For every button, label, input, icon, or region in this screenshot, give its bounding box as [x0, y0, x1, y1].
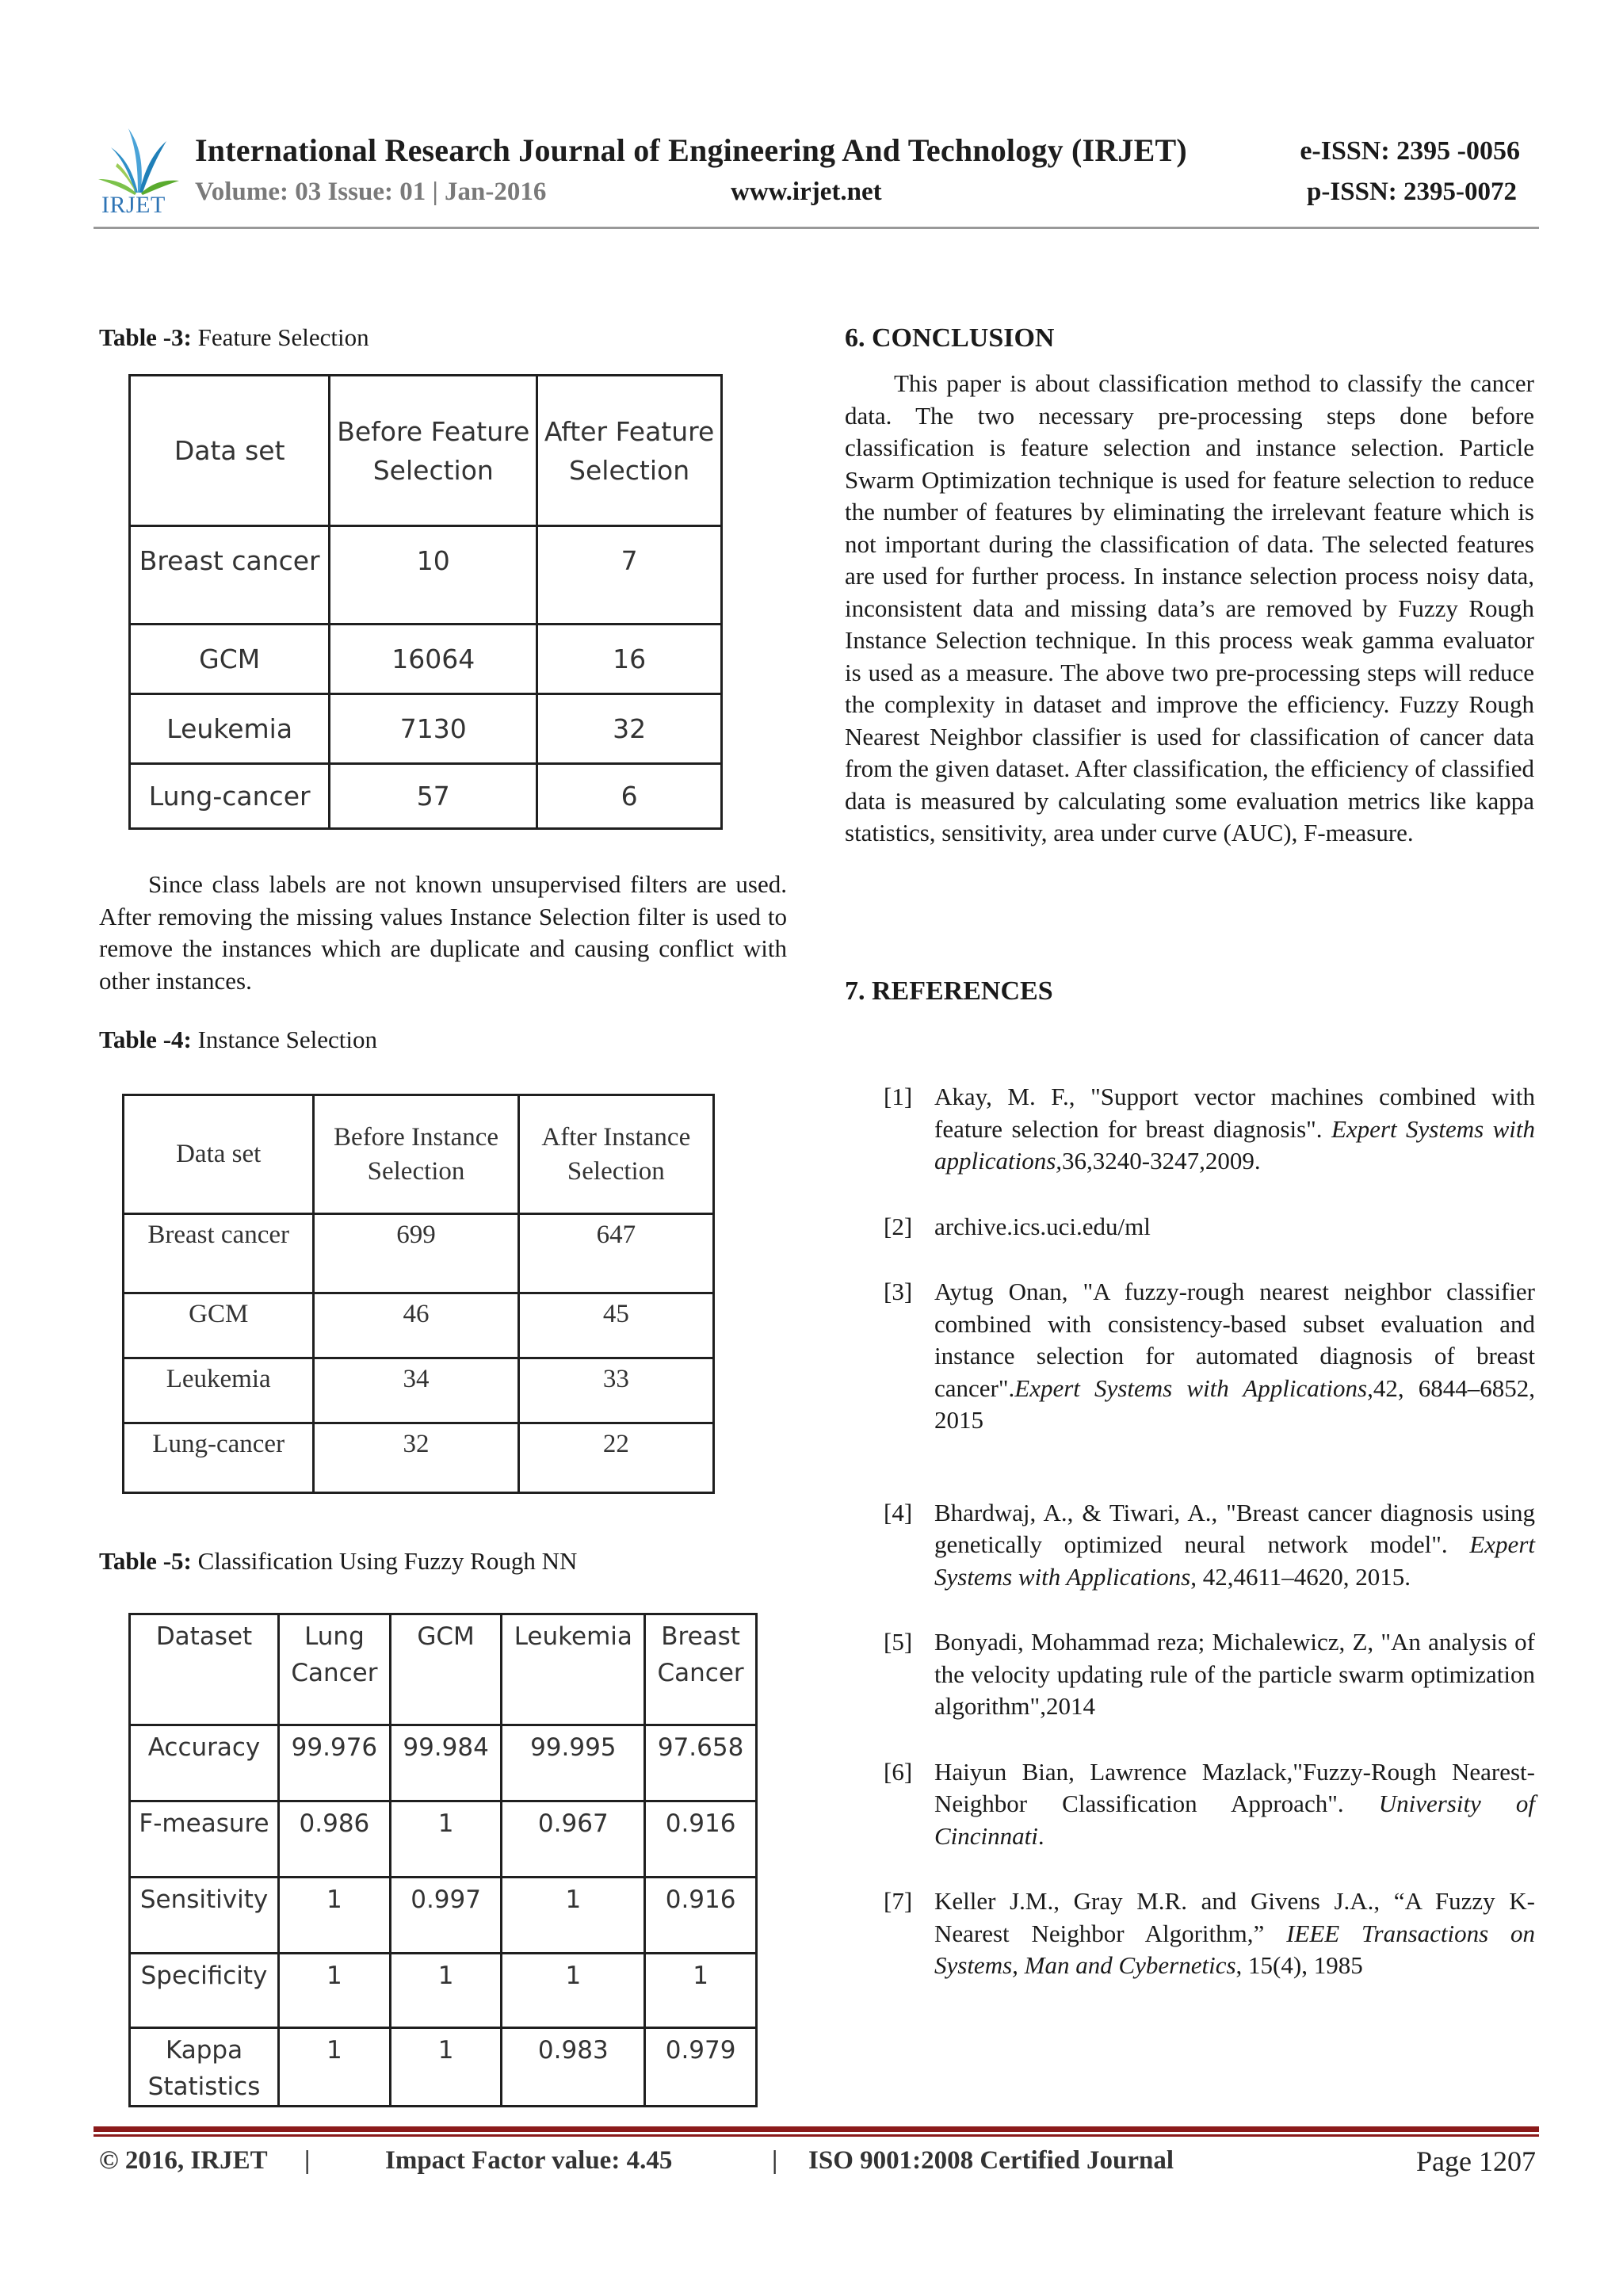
reference-number: [2] [884, 1212, 913, 1240]
table-row [130, 694, 722, 764]
table-header-cell: Breast Cancer [645, 1614, 757, 1725]
table-cell: Lung-cancer [124, 1423, 314, 1493]
table-header-cell: Data set [124, 1095, 314, 1214]
table-row [130, 1725, 757, 1801]
table-cell: 10 [330, 526, 537, 625]
table-cell: 32 [314, 1423, 518, 1493]
reference-source: IEEE Transactions on Systems, Man and Cybernetics [934, 1919, 1535, 1979]
reference-number: [3] [884, 1278, 913, 1305]
table-row [130, 1801, 757, 1878]
table-header-cell: Leukemia [502, 1614, 645, 1725]
reference-details: , 42,4611–4620, 2015. [1190, 1562, 1411, 1591]
reference-text: Bhardwaj, A., & Tiwari, A., "Breast cancer diagnosis using genetically optimized neural network model". [934, 1498, 1535, 1558]
reference-source: University of Cincinnati [934, 1790, 1535, 1850]
table-cell: 0.916 [645, 1878, 757, 1954]
reference-text: Keller J.M., Gray M.R. and Givens J.A., “A Fuzzy K-Nearest Neighbor Algorithm,” [934, 1887, 1535, 1947]
table-header-cell: Before Feature Selection [330, 376, 537, 526]
logo-text: IRJET [101, 192, 166, 218]
reference-text: archive.ics.uci.edu/ml [934, 1212, 1151, 1240]
table-cell: Breast cancer [124, 1214, 314, 1293]
table-cell: Breast cancer [130, 526, 330, 625]
reference-text: Akay, M. F., "Support vector machines combined with feature selection for breast diagnosis". [934, 1083, 1535, 1143]
irjet-logo [94, 117, 182, 219]
table-header-cell: Before Instance Selection [314, 1095, 518, 1214]
table-cell: F-measure [130, 1801, 279, 1878]
reference-item [884, 1497, 1535, 1594]
footer-rule [94, 2126, 1539, 2132]
table-row [130, 764, 722, 829]
footer-separator: | [772, 2146, 778, 2175]
table-cell: 22 [518, 1423, 713, 1493]
page-number: Page 1207 [1416, 2145, 1536, 2177]
table-cell: GCM [124, 1293, 314, 1358]
table-cell: Specificity [130, 1954, 279, 2028]
website-link[interactable]: www.irjet.net [731, 178, 882, 206]
table-header-cell: After Feature Selection [537, 376, 722, 526]
table-cell: 57 [330, 764, 537, 829]
table-cell: 1 [279, 1954, 391, 2028]
footer-rule-thin [94, 2134, 1539, 2137]
table-row [130, 625, 722, 694]
footer-copyright: © 2016, IRJET [99, 2146, 268, 2175]
reference-details: 36,3240-3247,2009. [1062, 1147, 1261, 1175]
table-cell: 0.967 [502, 1801, 645, 1878]
reference-number: [7] [884, 1887, 913, 1915]
table-cell: 34 [314, 1358, 518, 1423]
eissn: e-ISSN: 2395 -0056 [1300, 136, 1520, 166]
table-row [124, 1358, 714, 1423]
volume-issue: Volume: 03 Issue: 01 | Jan-2016 [195, 178, 547, 206]
table-header-cell: Dataset [130, 1614, 279, 1725]
footer-separator: | [304, 2146, 311, 2175]
reference-number: [6] [884, 1757, 913, 1786]
table-cell: Kappa Statistics [130, 2028, 279, 2107]
table-cell: 1 [390, 1954, 502, 2028]
reference-source: Expert Systems with applications, [934, 1114, 1535, 1175]
references-heading: 7. REFERENCES [845, 976, 1053, 1006]
table-cell: 1 [390, 2028, 502, 2107]
table-cell: 7130 [330, 694, 537, 764]
table-cell: 16064 [330, 625, 537, 694]
conclusion-heading: 6. CONCLUSION [845, 323, 1055, 353]
references-list [884, 1081, 1535, 2015]
table-instance-selection [122, 1094, 715, 1494]
table-cell: 99.976 [279, 1725, 391, 1801]
header-rule [94, 227, 1539, 229]
journal-title: International Research Journal of Engineering And Technology (IRJET) [195, 132, 1187, 168]
table-row [130, 526, 722, 625]
table-cell: Leukemia [124, 1358, 314, 1423]
table-cell: 1 [502, 1954, 645, 2028]
table-cell: Lung-cancer [130, 764, 330, 829]
table-cell: 1 [390, 1801, 502, 1878]
reference-item [884, 1081, 1535, 1178]
table-row [130, 1954, 757, 2028]
table-cell: 32 [537, 694, 722, 764]
conclusion-paragraph: This paper is about classification method to classify the cancer data. The two necessary pre-processing steps done before classification is feature selection and instance selection. Particle Swarm Optimization technique is used for feature selection to reduce the number of features by eliminating the irrelevant feature which is not important during the classification of data. The selected features are used for further process. In instance selection process noisy data, inconsistent data and missing data’s are removed by Fuzzy Rough Instance Selection technique. In this process weak gamma evaluator is used as a measure. The above two pre-processing steps will reduce the complexity in dataset and improve the efficiency. Fuzzy Rough Nearest Neighbor classifier is used for classification of cancer data from the given dataset. After classification, the efficiency of classified data is measured by calculating some evaluation metrics like kappa statistics, sensitivity, area under curve (AUC), F-measure. [845, 369, 1534, 846]
table-row [124, 1214, 714, 1293]
table-header-cell: GCM [390, 1614, 502, 1725]
reference-number: [4] [884, 1498, 913, 1526]
table-cell: 0.979 [645, 2028, 757, 2107]
table-cell: 1 [502, 1878, 645, 1954]
pissn: p-ISSN: 2395-0072 [1307, 178, 1517, 206]
table-cell: 0.916 [645, 1801, 757, 1878]
reference-number: [5] [884, 1628, 913, 1656]
table-cell: Sensitivity [130, 1878, 279, 1954]
table-cell: 46 [314, 1293, 518, 1358]
table-cell: 699 [314, 1214, 518, 1293]
table-cell: Leukemia [130, 694, 330, 764]
table-row [124, 1293, 714, 1358]
reference-details: . [1037, 1821, 1044, 1850]
table-cell: 97.658 [645, 1725, 757, 1801]
table4-caption: Table -4: Instance Selection [99, 1026, 377, 1053]
table-cell: 7 [537, 526, 722, 625]
table-cell: 0.986 [279, 1801, 391, 1878]
table-cell: 16 [537, 625, 722, 694]
reference-item [884, 1756, 1535, 1853]
table-cell: 99.984 [390, 1725, 502, 1801]
table-cell: 647 [518, 1214, 713, 1293]
reference-text: Aytug Onan, "A fuzzy-rough nearest neighbor classifier combined with consistency-based subset evaluation and instance selection for automated diagnosis of breast cancer". [934, 1278, 1535, 1402]
table3-caption: Table -3: Feature Selection [99, 323, 369, 351]
reference-source: Expert Systems with Applications [934, 1530, 1535, 1591]
table-classification-results [128, 1613, 758, 2107]
table-cell: 1 [279, 2028, 391, 2107]
table-row [124, 1423, 714, 1493]
table-cell: 6 [537, 764, 722, 829]
table-row [130, 1878, 757, 1954]
reference-details: , 15(4), 1985 [1235, 1951, 1363, 1979]
reference-item [884, 1211, 1535, 1244]
table-cell: 99.995 [502, 1725, 645, 1801]
reference-details: ,42, 6844–6852, 2015 [934, 1373, 1535, 1434]
footer-impact-factor: Impact Factor value: 4.45 [385, 2146, 673, 2175]
table-cell: 45 [518, 1293, 713, 1358]
reference-text: Bonyadi, Mohammad reza; Michalewicz, Z, "An analysis of the velocity updating rule of the particle swarm optimization algorithm",2014 [934, 1628, 1535, 1720]
reference-item [884, 1276, 1535, 1437]
table-cell: 0.983 [502, 2028, 645, 2107]
footer-iso: ISO 9001:2008 Certified Journal [808, 2146, 1174, 2175]
table-cell: 33 [518, 1358, 713, 1423]
table-cell: 1 [279, 1878, 391, 1954]
reference-text: Haiyun Bian, Lawrence Mazlack,"Fuzzy-Rough Nearest-Neighbor Classification Approach". [934, 1757, 1535, 1817]
table-cell: 1 [645, 1954, 757, 2028]
table-header-cell: After Instance Selection [518, 1095, 713, 1214]
table-cell: Accuracy [130, 1725, 279, 1801]
table-cell: 0.997 [390, 1878, 502, 1954]
reference-item [884, 1626, 1535, 1723]
reference-source: Expert Systems with Applications [1014, 1373, 1368, 1402]
table-header-cell: Lung Cancer [279, 1614, 391, 1725]
body-paragraph: Since class labels are not known unsupervised filters are used. After removing the missing values Instance Selection filter is used to remove the instances which are duplicate and causing conflict with other instances. [99, 870, 787, 995]
table-cell: GCM [130, 625, 330, 694]
table5-caption: Table -5: Classification Using Fuzzy Rough NN [99, 1547, 578, 1575]
reference-item [884, 1885, 1535, 1982]
reference-number: [1] [884, 1083, 913, 1110]
table-row [130, 2028, 757, 2107]
table-feature-selection [128, 374, 723, 830]
table-header-cell: Data set [130, 376, 330, 526]
